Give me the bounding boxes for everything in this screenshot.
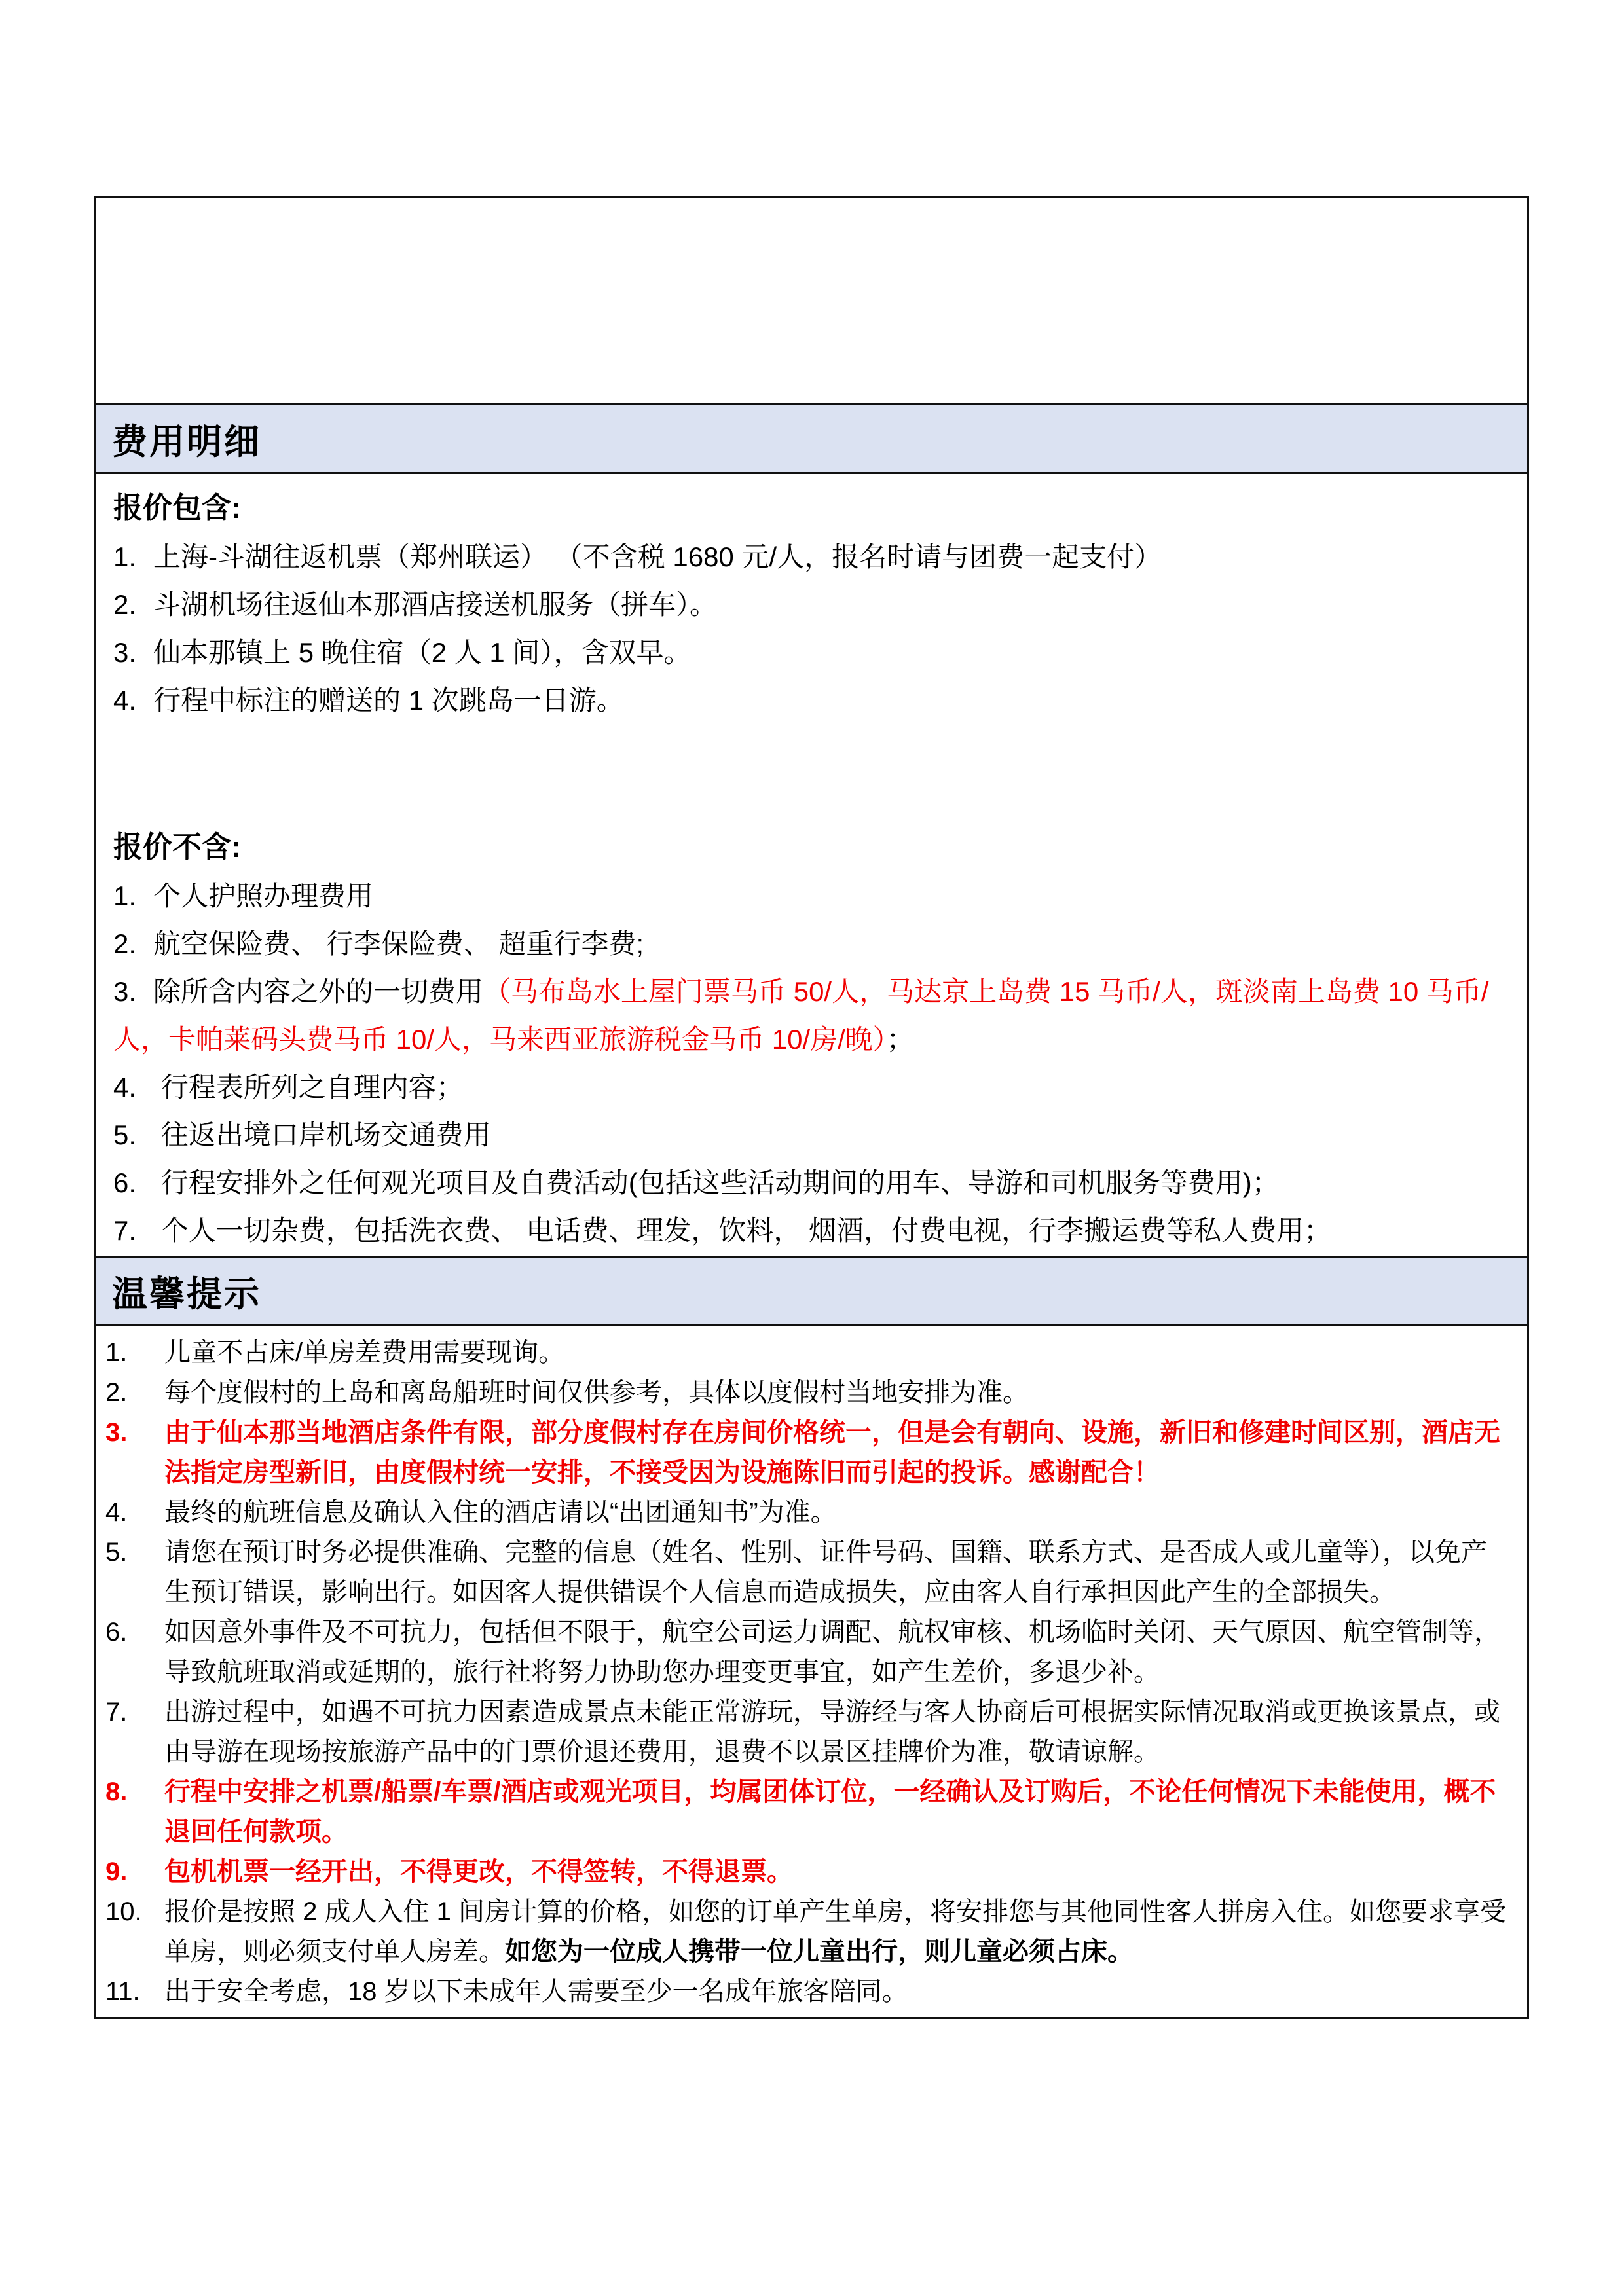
- item-text: [153, 928, 644, 959]
- list-item: [113, 1159, 1507, 1207]
- item-text: [153, 1072, 464, 1102]
- item-number: 11.: [105, 1977, 140, 2006]
- item-number: 4.: [113, 1072, 137, 1102]
- item-number: 6.: [113, 1167, 137, 1198]
- text-segment: 儿童不占床/单房差费用需要现询。: [164, 1338, 565, 1367]
- text-segment: 上海-斗湖往返机票（郑州联运） （不含税 1680 元/人，报名时请与团费一起支付）: [153, 541, 1162, 572]
- item-number: 10.: [105, 1897, 142, 1926]
- item-number: 1.: [113, 881, 137, 911]
- document-table: [94, 196, 1529, 2019]
- text-segment: 往返出境口岸机场交通费用: [153, 1120, 491, 1150]
- include-list: [113, 533, 1507, 724]
- item-text: [164, 1413, 1507, 1493]
- item-text: [164, 1692, 1507, 1772]
- list-item: [105, 1772, 1507, 1852]
- list-item: [113, 872, 1507, 920]
- list-item: [105, 1892, 1507, 1972]
- list-item: [113, 968, 1507, 1063]
- item-number: 5.: [113, 1120, 137, 1150]
- text-segment: 行程安排外之任何观光项目及自费活动(包括这些活动期间的用车、导游和司机服务等费用)；: [153, 1167, 1280, 1198]
- include-heading: 报价包含:: [113, 491, 241, 524]
- item-number: 5.: [105, 1538, 128, 1567]
- item-text: [153, 1167, 1280, 1198]
- list-item: [113, 920, 1507, 968]
- list-item: [105, 1333, 1507, 1373]
- list-item: [113, 1111, 1507, 1159]
- text-segment: 个人护照办理费用: [153, 881, 374, 911]
- list-item: [113, 1207, 1507, 1254]
- text-segment: 行程中标注的赠送的 1 次跳岛一日游。: [153, 685, 624, 716]
- item-number: 1.: [113, 541, 137, 572]
- item-text: [164, 1533, 1507, 1613]
- item-text: [153, 685, 624, 716]
- text-segment: ；: [886, 1024, 914, 1055]
- fees-content: [96, 474, 1527, 1256]
- item-number: 4.: [113, 685, 137, 716]
- text-segment: 出于安全考虑，18 岁以下未成年人需要至少一名成年旅客陪同。: [164, 1977, 908, 2006]
- item-text: [113, 976, 1489, 1055]
- text-segment: （马布岛水上屋门票马币 50/人，马达京上岛费 15 马币/人，斑淡南上岛费 10 马币/人，卡帕莱码头费马币 10/人，马来西亚旅游税金马币 10/房/晚）: [113, 976, 1489, 1055]
- item-text: [153, 637, 691, 668]
- text-segment: 斗湖机场往返仙本那酒店接送机服务（拼车）。: [153, 589, 718, 620]
- text-segment: 报价是按照 2 成人入住 1 间房计算的价格，如您的订单产生单房，将安排您与其他同性客人拼房入住。如您要求享受单房，则必须支付单人房差。: [164, 1897, 1506, 1966]
- text-segment: 航空保险费、 行李保险费、 超重行李费;: [153, 928, 644, 959]
- item-text: [153, 1215, 1331, 1246]
- list-item: [105, 1493, 1507, 1533]
- exclude-list: [113, 872, 1507, 1254]
- item-text: [164, 1333, 1507, 1373]
- list-item: [113, 629, 1507, 676]
- item-number: 6.: [105, 1618, 128, 1647]
- section-title-fees: 费用明细: [112, 422, 261, 462]
- list-item: [113, 1063, 1507, 1111]
- list-item: [105, 1692, 1507, 1772]
- item-text: [153, 589, 717, 620]
- exclude-heading: 报价不含:: [113, 830, 241, 864]
- list-item: [113, 533, 1507, 581]
- item-number: 2.: [113, 928, 137, 959]
- item-number: 3.: [105, 1418, 128, 1447]
- text-segment: 如您为一位成人携带一位儿童出行，则儿童必须占床。: [505, 1937, 1134, 1966]
- list-item: [105, 1613, 1507, 1692]
- text-segment: 行程中安排之机票/船票/车票/酒店或观光项目，均属团体订位，一经确认及订购后，不论任何情况下未能使用，概不退回任何款项。: [164, 1777, 1496, 1846]
- item-text: [164, 1613, 1507, 1692]
- tips-content: [96, 1326, 1527, 2017]
- list-item: [113, 676, 1507, 724]
- item-number: 1.: [105, 1338, 128, 1367]
- item-text: [153, 541, 1162, 572]
- item-text: [164, 1493, 1507, 1533]
- item-text: [164, 1772, 1507, 1852]
- item-number: 9.: [105, 1857, 128, 1886]
- list-item: [105, 1852, 1507, 1892]
- text-segment: 出游过程中，如遇不可抗力因素造成景点未能正常游玩，导游经与客人协商后可根据实际情况取消或更换该景点，或由导游在现场按旅游产品中的门票价退还费用，退费不以景区挂牌价为准，敬请谅解。: [164, 1698, 1500, 1766]
- item-number: 3.: [113, 976, 137, 1007]
- item-number: 2.: [105, 1378, 128, 1407]
- item-text: [164, 1892, 1507, 1972]
- list-item: [105, 1413, 1507, 1493]
- text-segment: 请您在预订时务必提供准确、完整的信息（姓名、性别、证件号码、国籍、联系方式、是否成人或儿童等），以免产生预订错误，影响出行。如因客人提供错误个人信息而造成损失，应由客人自行承担因此产生的全部损失。: [164, 1538, 1487, 1607]
- list-item: [105, 1533, 1507, 1613]
- list-item: [113, 581, 1507, 629]
- item-number: 8.: [105, 1777, 128, 1806]
- list-item: [105, 1972, 1507, 2012]
- item-text: [153, 1120, 491, 1150]
- text-segment: 每个度假村的上岛和离岛船班时间仅供参考，具体以度假村当地安排为准。: [164, 1378, 1029, 1407]
- text-segment: 仙本那镇上 5 晚住宿（2 人 1 间），含双早。: [153, 637, 692, 668]
- text-segment: 行程表所列之自理内容；: [153, 1072, 464, 1102]
- item-text: [164, 1972, 1507, 2012]
- section-title-tips: 温馨提示: [112, 1274, 261, 1314]
- item-number: 3.: [113, 637, 137, 668]
- item-text: [164, 1852, 1507, 1892]
- text-segment: 由于仙本那当地酒店条件有限，部分度假村存在房间价格统一，但是会有朝向、设施，新旧和修建时间区别，酒店无法指定房型新旧，由度假村统一安排，不接受因为设施陈旧而引起的投诉。感谢配合！: [164, 1418, 1500, 1487]
- text-segment: 如因意外事件及不可抗力，包括但不限于，航空公司运力调配、航权审核、机场临时关闭、天气原因、航空管制等，导致航班取消或延期的，旅行社将努力协助您办理变更事宜，如产生差价，多退少补。: [164, 1618, 1500, 1686]
- item-number: 7.: [105, 1698, 128, 1726]
- section-header-fees: [96, 403, 1527, 474]
- item-number: 4.: [105, 1498, 128, 1527]
- top-empty-cell: [96, 198, 1527, 403]
- text-segment: 包机机票一经开出，不得更改，不得签转，不得退票。: [164, 1857, 793, 1886]
- list-item: [105, 1373, 1507, 1413]
- item-number: 2.: [113, 589, 137, 620]
- text-segment: 个人一切杂费，包括洗衣费、 电话费、理发，饮料， 烟酒，付费电视，行李搬运费等私人费用；: [153, 1215, 1332, 1246]
- item-text: [164, 1373, 1507, 1413]
- item-number: 7.: [113, 1215, 137, 1246]
- section-header-tips: [96, 1256, 1527, 1326]
- text-segment: 除所含内容之外的一切费用: [153, 976, 484, 1007]
- tips-list: [105, 1333, 1507, 2012]
- item-text: [153, 881, 373, 911]
- text-segment: 最终的航班信息及确认入住的酒店请以“出团通知书”为准。: [164, 1498, 837, 1527]
